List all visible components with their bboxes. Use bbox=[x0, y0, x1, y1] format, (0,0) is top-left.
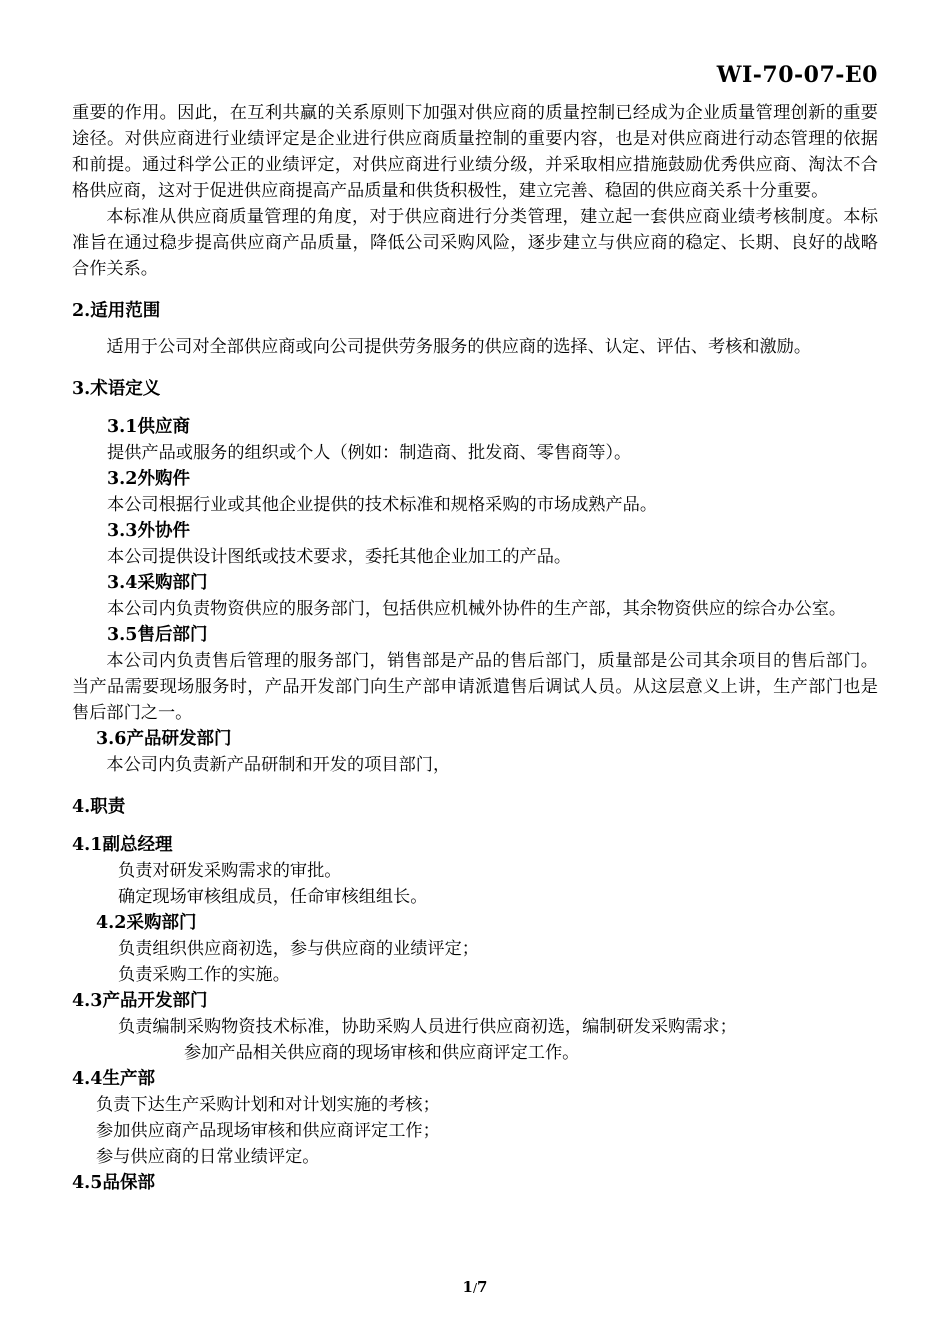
page-number: 1 bbox=[462, 1278, 473, 1296]
document-number: WI-70-07-E0 bbox=[716, 62, 878, 88]
duty-4-4-line-2: 参加供应商产品现场审核和供应商评定工作； bbox=[96, 1121, 440, 1141]
duty-4-4-line-1: 负责下达生产采购计划和对计划实施的考核； bbox=[96, 1095, 440, 1115]
section-2-heading: 2.适用范围 bbox=[72, 301, 161, 321]
duty-4-4-line-3: 参与供应商的日常业绩评定。 bbox=[96, 1147, 320, 1167]
term-3-5-text: 本公司内负责售后管理的服务部门，销售部是产品的售后部门，质量部是公司其余项目的售后部门。当产品需要现场服务时，产品开发部门向生产部申请派遣售后调试人员。从这层意义上讲，生产部门也是售后部门之一。 bbox=[72, 651, 878, 723]
document-body bbox=[72, 100, 878, 1196]
term-3-1-heading: 3.1供应商 bbox=[107, 417, 190, 437]
page-separator: / bbox=[472, 1281, 478, 1295]
intro-paragraph-2: 本标准从供应商质量管理的角度，对于供应商进行分类管理，建立起一套供应商业绩考核制度。本标准旨在通过稳步提高供应商产品质量，降低公司采购风险，逐步建立与供应商的稳定、长期、良好的战略合作关系。 bbox=[72, 207, 878, 279]
duty-4-1-line-2: 确定现场审核组成员，任命审核组组长。 bbox=[118, 887, 428, 907]
intro-paragraph-1: 重要的作用。因此，在互利共赢的关系原则下加强对供应商的质量控制已经成为企业质量管理创新的重要途径。对供应商进行业绩评定是企业进行供应商质量控制的重要内容，也是对供应商进行动态管理的依据和前提。通过科学公正的业绩评定，对供应商进行业绩分级，并采取相应措施鼓励优秀供应商、淘汰不合格供应商，这对于促进供应商提高产品质量和供货积极性，建立完善、稳固的供应商关系十分重要。 bbox=[72, 103, 878, 201]
term-3-1-text: 提供产品或服务的组织或个人（例如：制造商、批发商、零售商等）。 bbox=[107, 443, 632, 463]
page-total: 7 bbox=[477, 1278, 488, 1296]
duty-4-1-line-1: 负责对研发采购需求的审批。 bbox=[118, 861, 342, 881]
duty-4-3-heading: 4.3产品开发部门 bbox=[72, 991, 208, 1011]
term-3-2-text: 本公司根据行业或其他企业提供的技术标准和规格采购的市场成熟产品。 bbox=[107, 495, 658, 515]
duty-4-4-heading: 4.4生产部 bbox=[72, 1069, 155, 1089]
duty-4-5-heading: 4.5品保部 bbox=[72, 1173, 155, 1193]
duty-4-1-heading: 4.1副总经理 bbox=[72, 835, 173, 855]
term-3-6-heading: 3.6产品研发部门 bbox=[96, 729, 232, 749]
section-2-text: 适用于公司对全部供应商或向公司提供劳务服务的供应商的选择、认定、评估、考核和激励。 bbox=[106, 337, 812, 357]
duty-4-2-heading: 4.2采购部门 bbox=[96, 913, 197, 933]
section-3-heading: 3.术语定义 bbox=[72, 379, 161, 399]
term-3-4-text: 本公司内负责物资供应的服务部门，包括供应机械外协件的生产部，其余物资供应的综合办公室。 bbox=[107, 599, 847, 619]
term-3-4-heading: 3.4采购部门 bbox=[107, 573, 208, 593]
page-footer bbox=[0, 1278, 950, 1296]
term-3-6-text: 本公司内负责新产品研制和开发的项目部门， bbox=[106, 755, 451, 775]
term-3-5-heading: 3.5售后部门 bbox=[107, 625, 208, 645]
section-4-heading: 4.职责 bbox=[72, 797, 126, 817]
duty-4-2-line-2: 负责采购工作的实施。 bbox=[118, 965, 290, 985]
duty-4-3-line-2: 参加产品相关供应商的现场审核和供应商评定工作。 bbox=[184, 1043, 580, 1063]
duty-4-2-line-1: 负责组织供应商初选，参与供应商的业绩评定； bbox=[118, 939, 479, 959]
term-3-2-heading: 3.2外购件 bbox=[107, 469, 190, 489]
duty-4-3-line-1: 负责编制采购物资技术标准，协助采购人员进行供应商初选，编制研发采购需求； bbox=[118, 1017, 737, 1037]
term-3-3-heading: 3.3外协件 bbox=[107, 521, 190, 541]
term-3-3-text: 本公司提供设计图纸或技术要求，委托其他企业加工的产品。 bbox=[107, 547, 572, 567]
